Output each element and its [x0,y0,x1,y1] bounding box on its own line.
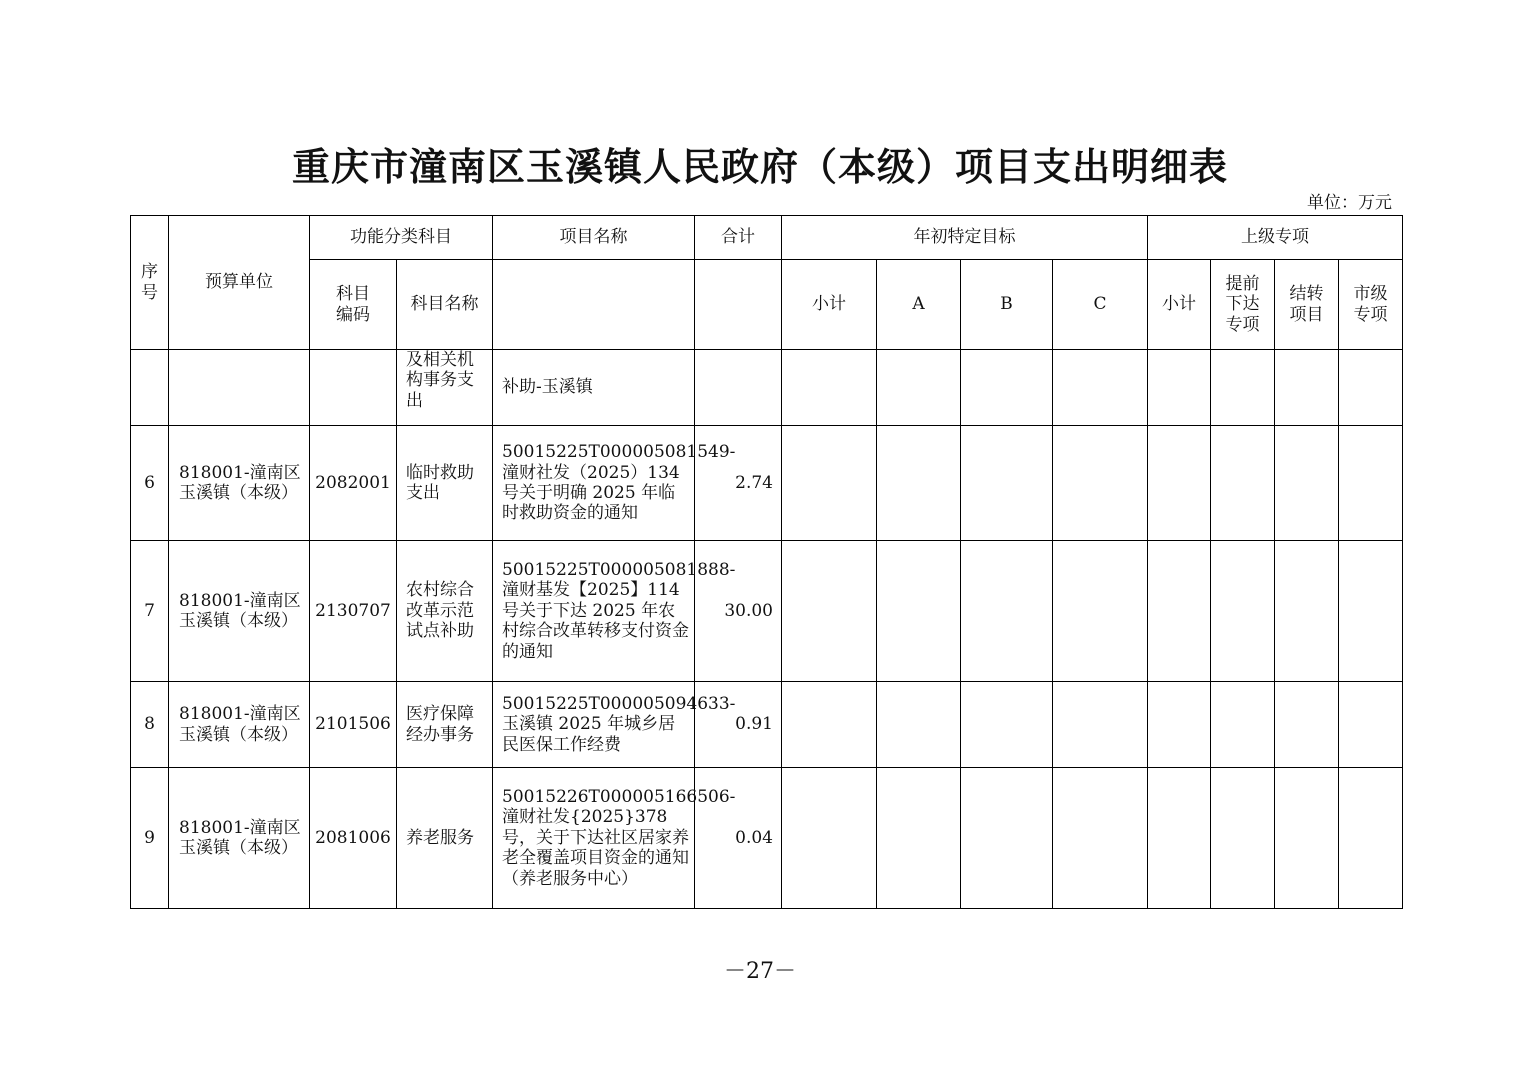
row-code: 2130707 [310,541,397,682]
row-cell [1211,350,1275,426]
row-cell [1053,350,1148,426]
row-cell [1053,682,1148,768]
row-cell [1339,541,1403,682]
row-cell [1053,541,1148,682]
row-project: 50015225T000005081549-潼财社发（2025）134 号关于明确 2025 年临时救助资金的通知 [493,426,695,541]
header-subject-code: 科目编码 [310,260,397,350]
row-unit: 818001-潼南区玉溪镇（本级） [169,682,310,768]
header-superior-subtotal: 小计 [1148,260,1211,350]
row-cell [1148,682,1211,768]
row-project: 50015225T000005094633-玉溪镇 2025 年城乡居民医保工作经费 [493,682,695,768]
header-carryover: 结转项目 [1275,260,1339,350]
header-superior: 上级专项 [1148,216,1403,260]
header-subject-name: 科目名称 [397,260,493,350]
row-cell [1211,682,1275,768]
row-cell [877,350,961,426]
row-subject: 养老服务 [397,768,493,909]
header-c: C [1053,260,1148,350]
header-budget-unit: 预算单位 [169,216,310,350]
row-subject: 医疗保障经办事务 [397,682,493,768]
table-row [131,541,1403,682]
row-code: 2082001 [310,426,397,541]
header-b: B [961,260,1053,350]
row-cell [961,541,1053,682]
row-cell [1211,426,1275,541]
row-subject: 临时救助支出 [397,426,493,541]
header-project-name: 项目名称 [493,216,695,260]
header-row-1 [131,216,1403,260]
row-cell [1211,768,1275,909]
header-total-blank [695,260,782,350]
table-row [131,682,1403,768]
row-total [695,350,782,426]
row-cell [961,426,1053,541]
row-cell [1275,541,1339,682]
header-annual-target: 年初特定目标 [782,216,1148,260]
row-cell [961,682,1053,768]
row-unit: 818001-潼南区玉溪镇（本级） [169,541,310,682]
row-subject: 及相关机构事务支出 [397,350,493,426]
header-project-name-blank [493,260,695,350]
row-cell [877,682,961,768]
row-code [310,350,397,426]
unit-label: 单位：万元 [1307,193,1392,213]
row-cell [877,768,961,909]
project-expenditure-table [130,215,1403,909]
row-seq: 8 [131,682,169,768]
row-cell [1275,426,1339,541]
row-cell [1053,768,1148,909]
row-cell [961,350,1053,426]
header-total: 合计 [695,216,782,260]
document-title: 重庆市潼南区玉溪镇人民政府（本级）项目支出明细表 [291,144,1228,189]
table-row [131,768,1403,909]
row-cell [1148,350,1211,426]
header-seq: 序号 [131,216,169,350]
row-code: 2101506 [310,682,397,768]
row-cell [1211,541,1275,682]
row-project: 50015225T000005081888-潼财基发【2025】114 号关于下达 2025 年农村综合改革转移支付资金的通知 [493,541,695,682]
header-func-category: 功能分类科目 [310,216,493,260]
row-cell [782,426,877,541]
row-cell [1053,426,1148,541]
table-row [131,350,1403,426]
header-a: A [877,260,961,350]
row-cell [782,682,877,768]
row-project: 50015226T000005166506-潼财社发{2025}378 号，关于下达社区居家养老全覆盖项目资金的通知（养老服务中心） [493,768,695,909]
row-total: 0.91 [695,682,782,768]
row-subject: 农村综合改革示范试点补助 [397,541,493,682]
header-city: 市级专项 [1339,260,1403,350]
row-cell [961,768,1053,909]
row-cell [782,350,877,426]
row-cell [1339,682,1403,768]
row-unit [169,350,310,426]
row-cell [1148,541,1211,682]
row-cell [1339,350,1403,426]
row-seq: 7 [131,541,169,682]
row-unit: 818001-潼南区玉溪镇（本级） [169,768,310,909]
row-total: 0.04 [695,768,782,909]
row-seq: 6 [131,426,169,541]
header-target-subtotal: 小计 [782,260,877,350]
row-code: 2081006 [310,768,397,909]
row-cell [877,426,961,541]
row-cell [1275,768,1339,909]
row-cell [782,541,877,682]
row-cell [1275,682,1339,768]
row-cell [1339,768,1403,909]
row-unit: 818001-潼南区玉溪镇（本级） [169,426,310,541]
header-row-2 [131,260,1403,350]
row-cell [1339,426,1403,541]
table-row [131,426,1403,541]
row-cell [1148,768,1211,909]
row-seq: 9 [131,768,169,909]
header-advance: 提前下达专项 [1211,260,1275,350]
page-number: －27－ [724,959,796,984]
row-total: 30.00 [695,541,782,682]
row-cell [782,768,877,909]
row-cell [877,541,961,682]
row-cell [1148,426,1211,541]
row-cell [1275,350,1339,426]
row-total: 2.74 [695,426,782,541]
row-project: 补助-玉溪镇 [493,350,695,426]
row-seq [131,350,169,426]
